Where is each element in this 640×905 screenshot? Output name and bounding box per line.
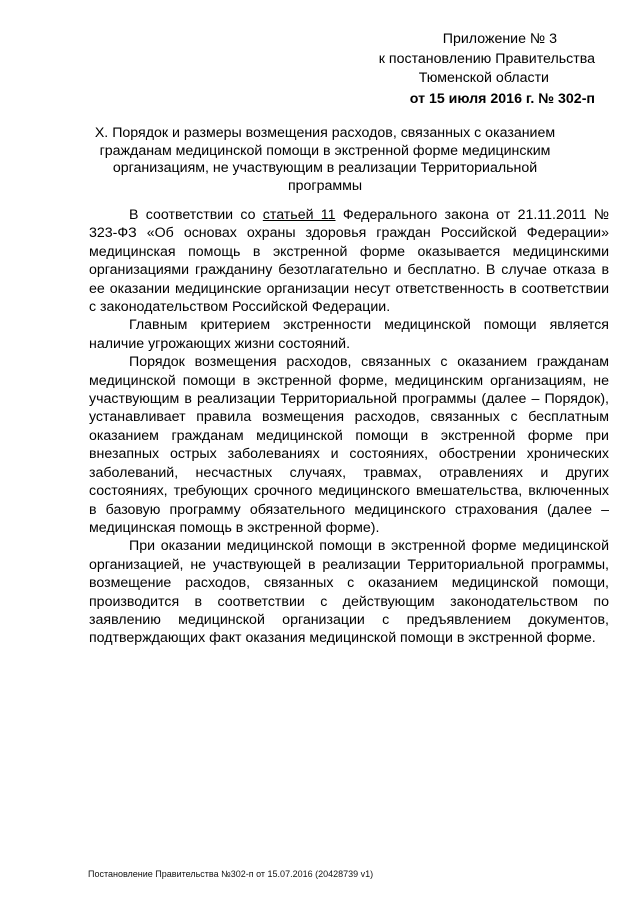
footer-document-id: Постановление Правительства №302-п от 15.07.2016 (20428739 v1) xyxy=(88,869,374,879)
annex-region: Тюменской области xyxy=(418,70,549,86)
annex-number: Приложение № 3 xyxy=(442,31,557,47)
paragraph-1 xyxy=(89,206,609,316)
paragraph-1-rest: Федерального закона от 21.11.2011 № 323-ФЗ «Об основах охраны здоровья граждан Российской Федерации» медицинская помощь в экстренной форме оказывается медицинскими организациями гражданину безотлагательно и бесплатно. В случае отказа в ее оказании медицинские организации несут ответственность в соответствии с законодательством Российской Федерации. xyxy=(89,207,609,316)
law-article-link[interactable]: статьей 11 xyxy=(262,207,336,223)
annex-header xyxy=(0,30,595,109)
paragraph-2: Главным критерием экстренности медицинской помощи является наличие угрожающих жизни состояний. xyxy=(89,317,609,352)
document-body xyxy=(89,206,609,648)
paragraph-3: Порядок возмещения расходов, связанных с оказанием гражданам медицинской помощи в экстренной форме, медицинским организациям, не участвующим в реализации Территориальной программы (далее – Порядок), устанавливает правила возмещения расходов, связанных с бесплатным оказанием гражданам медицинской помощи в экстренной форме при внезапных острых заболеваниях и состояниях, обострении хронических заболеваний, несчастных случаях, травмах, отравлениях и других состояниях, требующих срочного медицинского вмешательства, включенных в базовую программу обязательного медицинского страхования (далее – медицинская помощь в экстренной форме). xyxy=(89,354,609,536)
annex-date-number: от 15 июля 2016 г. № 302-п xyxy=(409,90,595,107)
paragraph-1-start: В соответствии со xyxy=(129,207,263,223)
annex-resolution-ref: к постановлению Правительства xyxy=(378,50,595,67)
paragraph-4: При оказании медицинской помощи в экстренной форме медицинской организацией, не участвующей в реализации Территориальной программы, возмещение расходов, связанных с оказанием медицинской помощи, производится в соответствии с действующим законодательством по заявлению медицинской организации с предъявлением документов, подтверждающих факт оказания медицинской помощи в экстренной форме. xyxy=(89,538,609,647)
section-title: X. Порядок и размеры возмещения расходов, связанных с оказанием гражданам медицинской помощи в экстренной форме медицинским организациям, не участвующим в реализации Территориальной программы xyxy=(94,125,556,194)
